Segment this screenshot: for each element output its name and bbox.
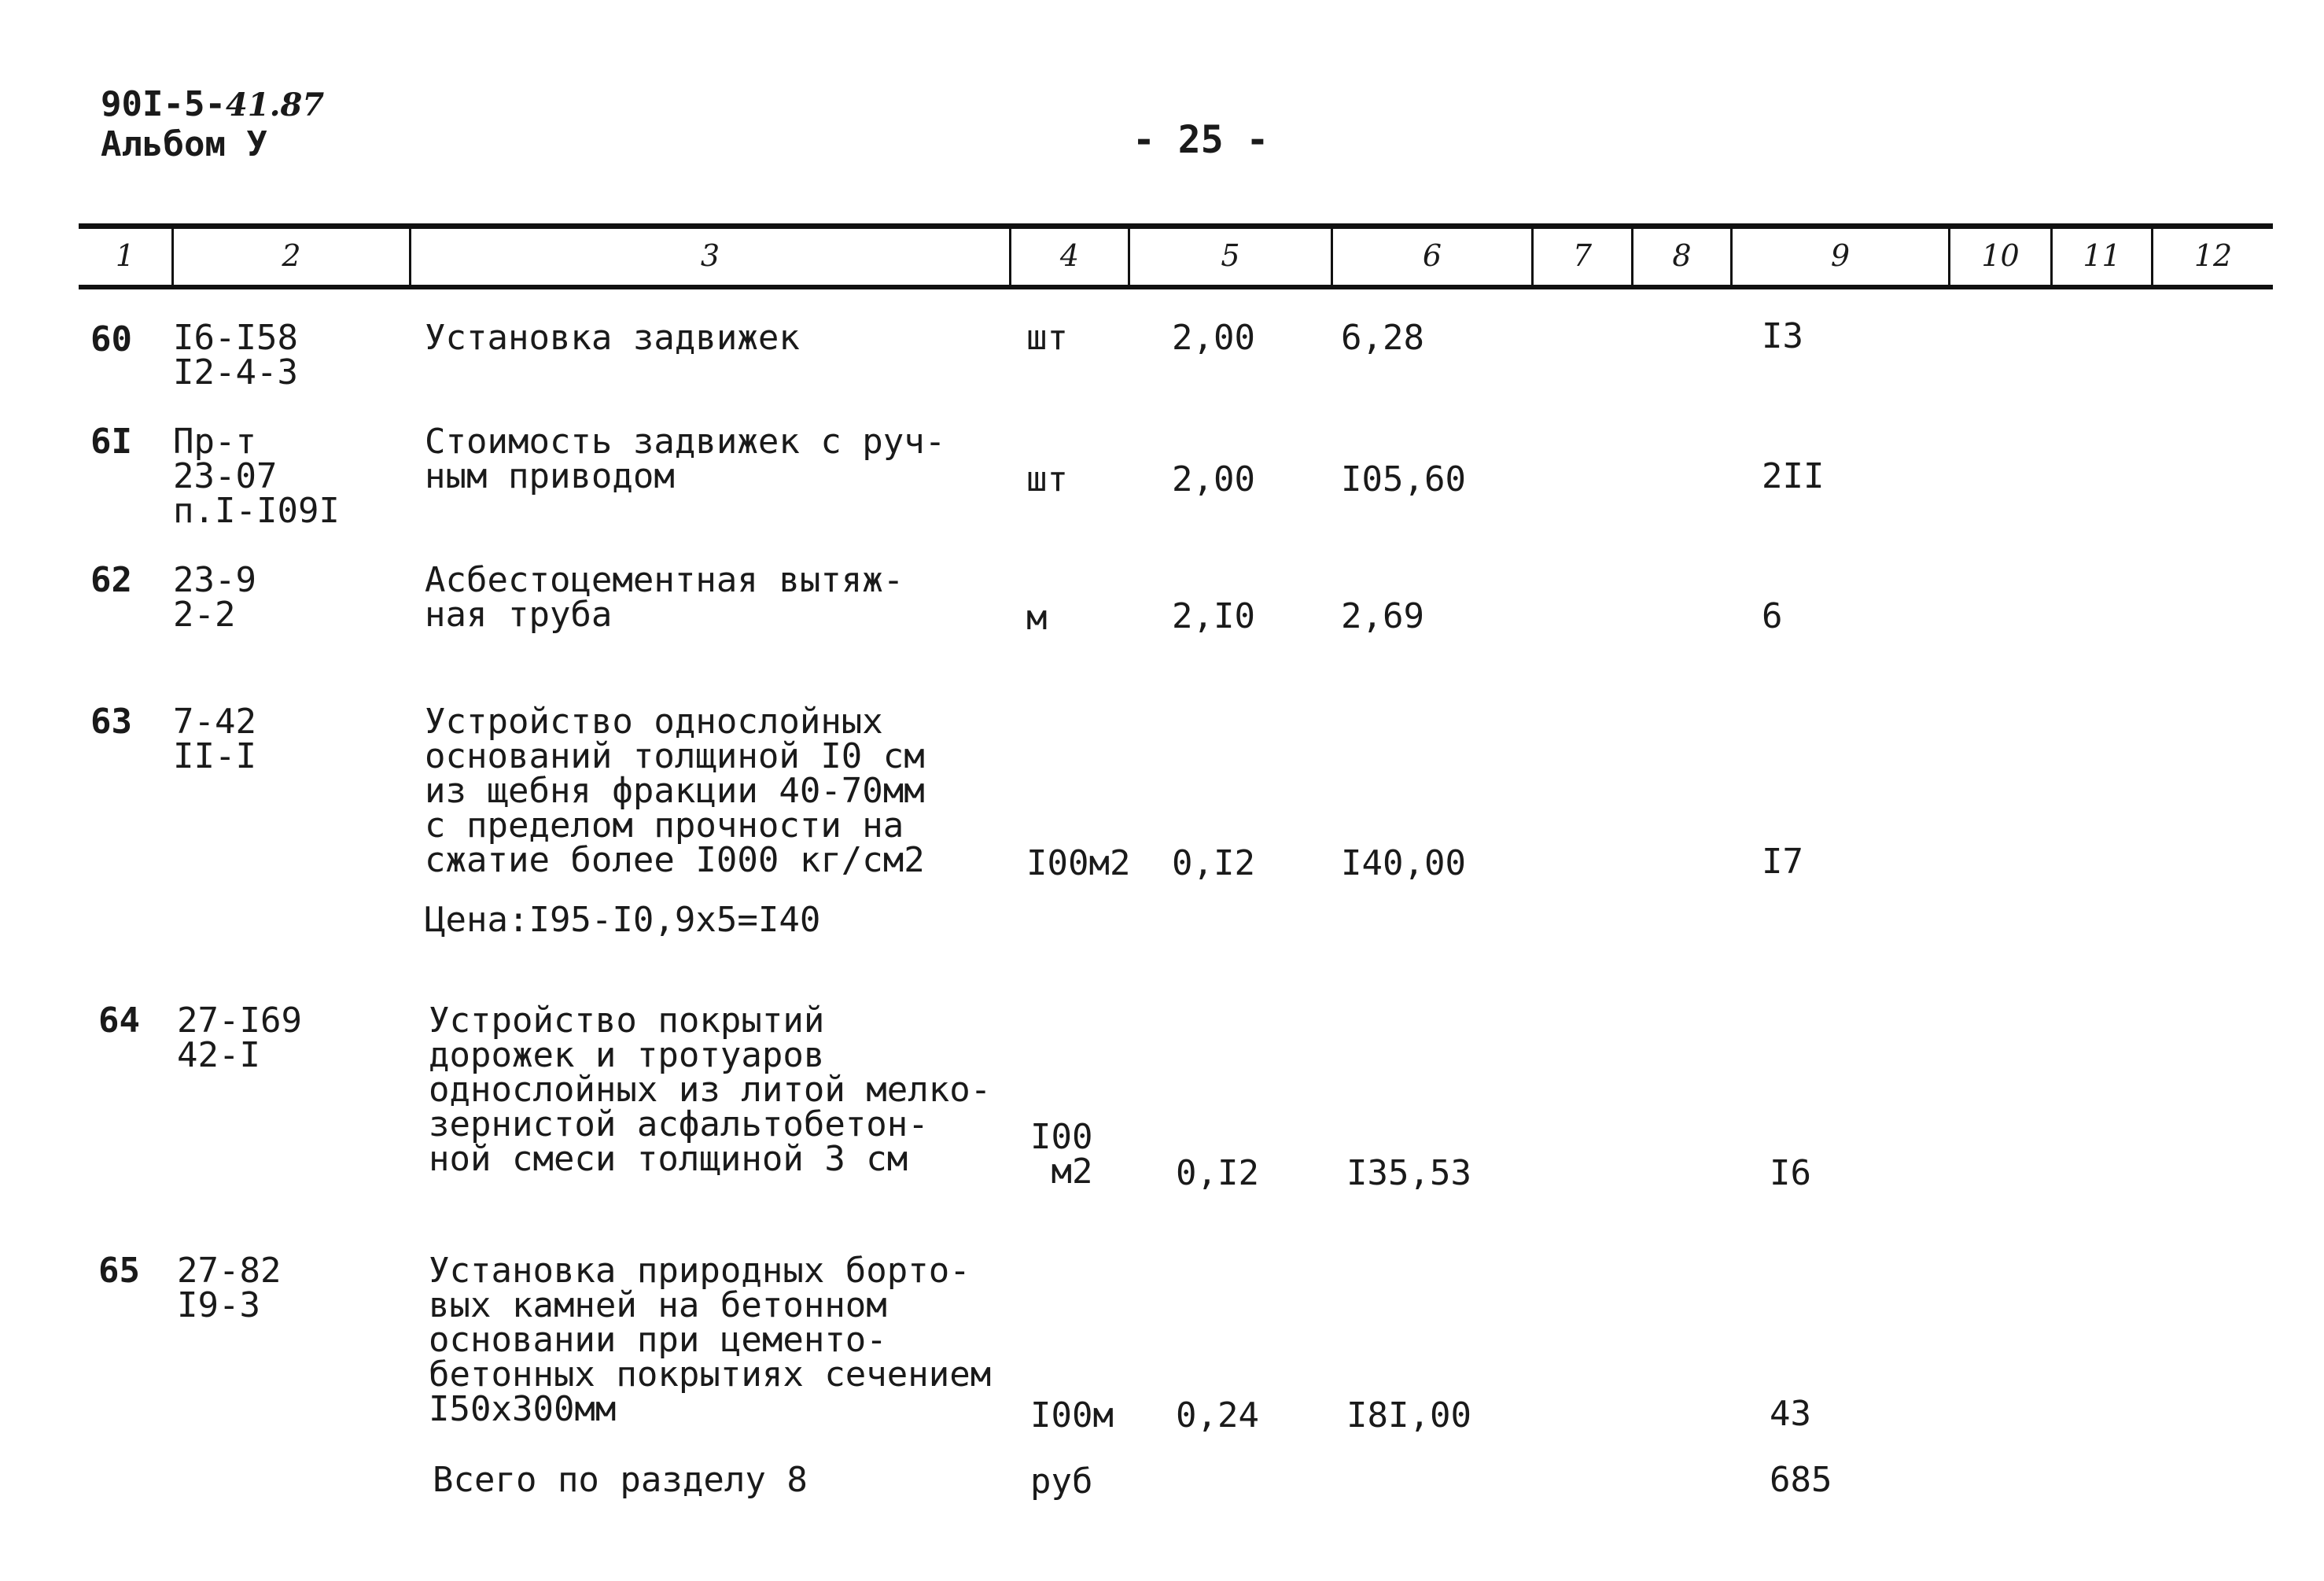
table-header-bottom-rule: [79, 285, 2273, 289]
rate-code: 27-82 I9-3: [177, 1251, 282, 1325]
unit-price: 2,69: [1341, 596, 1424, 636]
quantity: 0,I2: [1176, 1153, 1259, 1193]
unit-price: I8I,00: [1346, 1395, 1471, 1435]
section-total-unit: руб: [1030, 1461, 1093, 1502]
document-header: [101, 85, 324, 164]
rate-code: Пр-т 23-07 п.I-I09I: [173, 422, 340, 531]
work-description: Стоимость задвижек с руч- ным приводом: [425, 422, 946, 496]
column-number-6: 6: [1422, 238, 1442, 273]
row-number: 65: [98, 1251, 140, 1291]
document-code-handwritten: 41.87: [225, 87, 325, 123]
unit-price: I35,53: [1346, 1153, 1471, 1193]
column-number-1: 1: [115, 238, 135, 273]
rate-code: 7-42 II-I: [173, 702, 256, 776]
quantity: 2,I0: [1172, 596, 1255, 636]
document-code: [101, 85, 324, 125]
total-cost: 6: [1762, 596, 1783, 636]
rate-code: I6-I58 I2-4-3: [173, 318, 298, 392]
unit: шт: [1026, 318, 1068, 358]
quantity: 0,I2: [1172, 843, 1255, 883]
row-number: 60: [90, 319, 132, 359]
unit: I00м: [1030, 1395, 1114, 1435]
work-description: Устройство покрытий дорожек и тротуаров однослойных из литой мелко- зернистой асфальтобетон- ной смеси толщиной 3 см: [429, 1001, 992, 1179]
column-number-4: 4: [1059, 238, 1080, 273]
unit: м: [1026, 598, 1048, 638]
page-number: - 25 -: [1133, 118, 1269, 162]
section-total-value: 685: [1770, 1460, 1832, 1500]
unit-price: I05,60: [1341, 459, 1466, 499]
column-number-9: 9: [1830, 238, 1851, 273]
unit-price: 6,28: [1341, 318, 1424, 358]
total-cost: I7: [1762, 842, 1803, 882]
rate-code: 27-I69 42-I: [177, 1001, 302, 1075]
total-cost: 2II: [1762, 456, 1825, 496]
quantity: 0,24: [1176, 1395, 1259, 1435]
album-label: Альбом У: [101, 124, 267, 164]
row-number: 62: [90, 560, 132, 600]
rate-code: 23-9 2-2: [173, 560, 256, 635]
section-total-label: Всего по разделу 8: [433, 1460, 808, 1500]
column-number-8: 8: [1672, 238, 1692, 273]
work-description: Устройство однослойных оснований толщиной I0 см из щебня фракции 40-70мм с пределом прочности на сжатие более I000 кг/см2: [425, 702, 925, 880]
column-number-12: 12: [2193, 238, 2233, 273]
quantity: 2,00: [1172, 459, 1255, 499]
table-top-rule: [79, 223, 2273, 229]
unit: I00 м2: [1030, 1117, 1093, 1192]
column-number-10: 10: [1981, 238, 2020, 273]
unit-price: I40,00: [1341, 843, 1466, 883]
total-cost: I6: [1770, 1153, 1811, 1193]
column-number-5: 5: [1221, 238, 1240, 273]
work-description: Асбестоцементная вытяж- ная труба: [425, 560, 904, 635]
total-cost: I3: [1762, 316, 1803, 356]
work-description: Установка задвижек: [425, 318, 800, 358]
row-number: 63: [90, 702, 132, 742]
quantity: 2,00: [1172, 318, 1255, 358]
row-number: 6I: [90, 422, 132, 462]
price-note: Цена:I95-I0,9х5=I40: [425, 900, 821, 940]
column-number-11: 11: [2083, 238, 2121, 273]
total-cost: 43: [1770, 1394, 1811, 1434]
unit: I00м2: [1026, 843, 1131, 883]
document-code-printed: 90I-5-: [101, 84, 226, 124]
column-number-2: 2: [282, 238, 301, 273]
unit: шт: [1026, 459, 1068, 499]
column-number-7: 7: [1572, 238, 1593, 273]
row-number: 64: [98, 1001, 140, 1041]
work-description: Установка природных борто- вых камней на бетонном основании при цементо- бетонных покрытиях сечением I50х300мм: [429, 1251, 992, 1429]
column-number-3: 3: [700, 238, 720, 273]
